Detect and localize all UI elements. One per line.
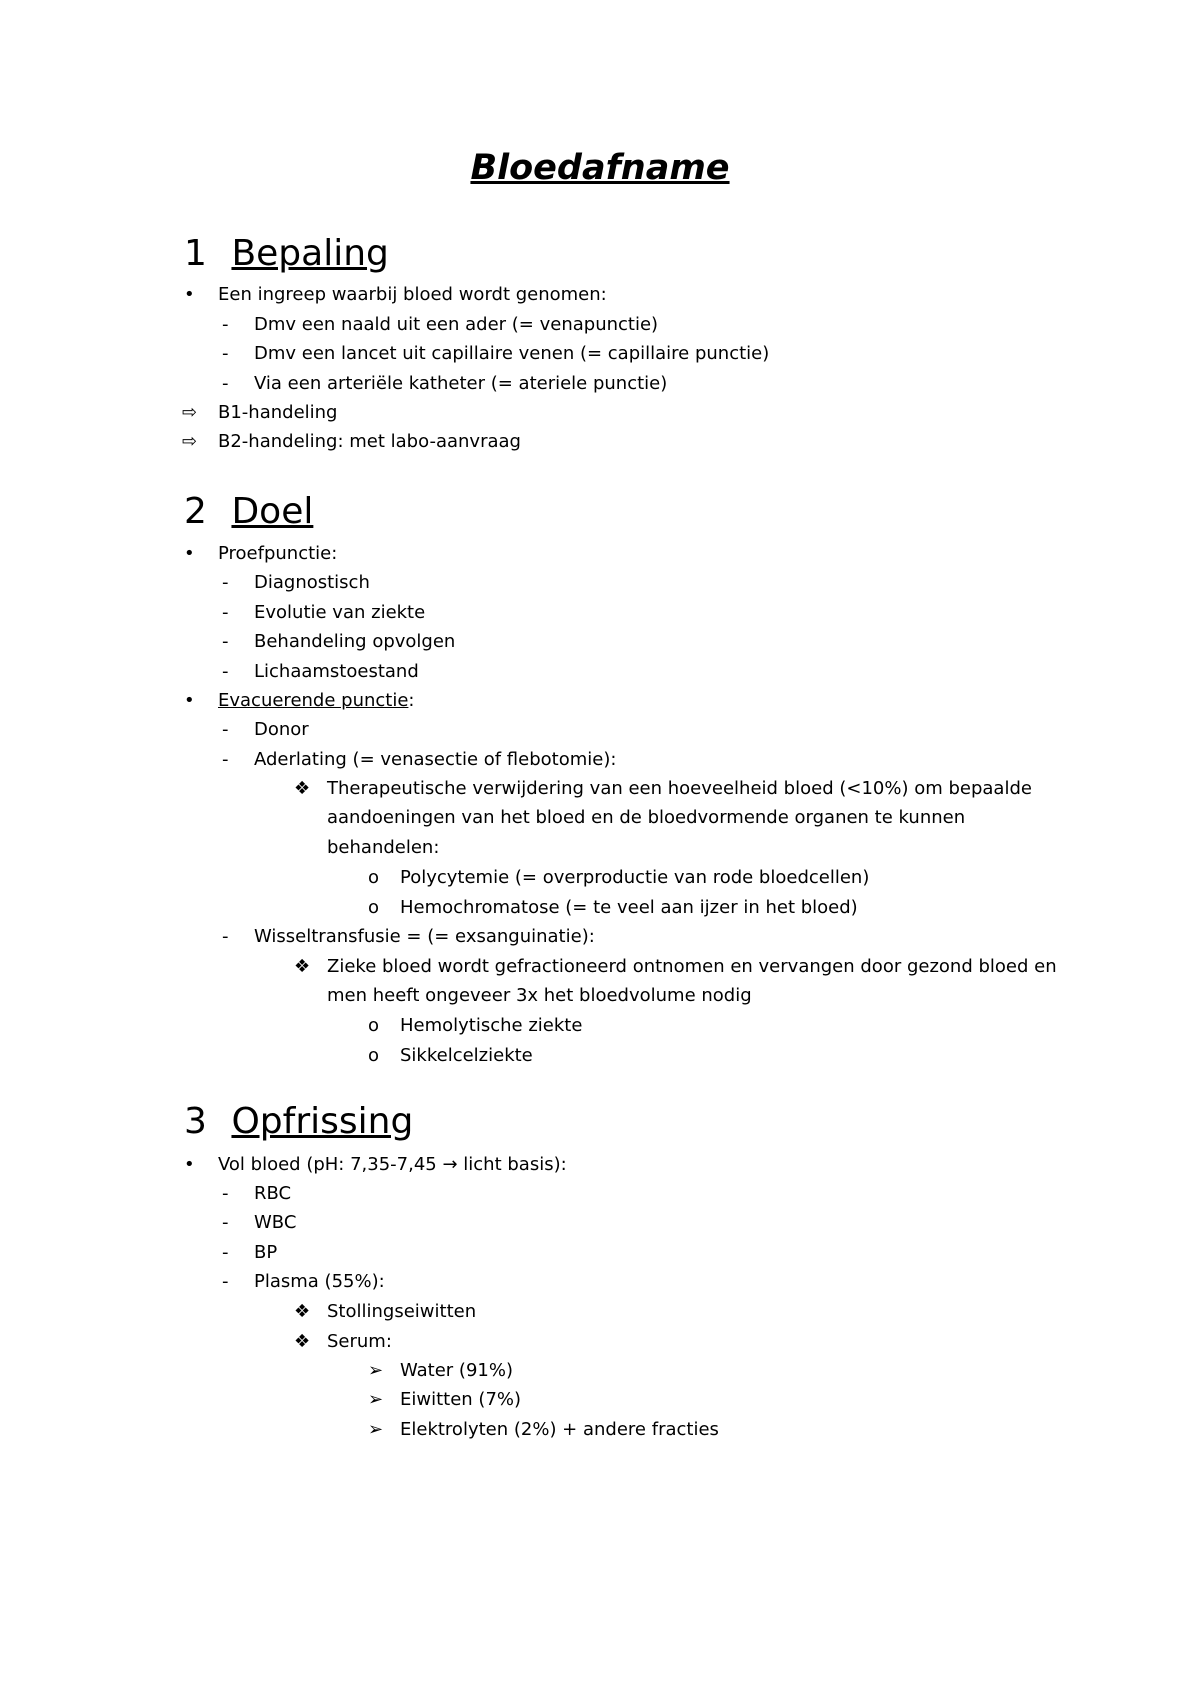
bullet-icon: • (184, 284, 195, 305)
diamond-bullet-icon: ❖ (294, 1331, 311, 1352)
list-item: Eiwitten (7%) (400, 1389, 522, 1410)
list-item: Behandeling opvolgen (254, 631, 456, 652)
section-heading-1 (184, 232, 389, 276)
section-title: Doel (231, 491, 314, 532)
arrow-right-icon: → (442, 1154, 458, 1175)
list-item: Polycytemie (= overproductie van rode bloedcellen) (400, 867, 870, 888)
colon: : (408, 690, 415, 711)
list-item-continuation: aandoeningen van het bloed en de bloedvormende organen te kunnen (327, 807, 966, 828)
dash-icon: - (222, 314, 229, 335)
dash-icon: - (222, 631, 229, 652)
list-item: B1-handeling (218, 402, 338, 423)
list-item: RBC (254, 1183, 292, 1204)
list-item: Aderlating (= venasectie of flebotomie): (254, 749, 617, 770)
dash-icon: - (222, 1242, 229, 1263)
list-item: Wisseltransfusie = (= exsanguinatie): (254, 926, 595, 947)
dash-icon: - (222, 343, 229, 364)
list-item: Zieke bloed wordt gefractioneerd ontnomen en vervangen door gezond bloed en (327, 956, 1057, 977)
underlined-term: Evacuerende punctie (218, 690, 409, 711)
document-title: Bloedafname (470, 148, 730, 188)
list-item: BP (254, 1242, 278, 1263)
section-title: Opfrissing (231, 1101, 414, 1142)
bullet-icon: • (184, 690, 195, 711)
list-item: Sikkelcelziekte (400, 1045, 533, 1066)
list-item: Hemochromatose (= te veel aan ijzer in het bloed) (400, 897, 858, 918)
list-item-continuation: behandelen: (327, 837, 440, 858)
dash-icon: - (222, 1183, 229, 1204)
list-item: Donor (254, 719, 309, 740)
dash-icon: - (222, 572, 229, 593)
list-item: Een ingreep waarbij bloed wordt genomen: (218, 284, 607, 305)
circle-bullet-icon: o (368, 1015, 380, 1036)
list-item: Water (91%) (400, 1360, 513, 1381)
circle-bullet-icon: o (368, 867, 380, 888)
list-item (218, 689, 415, 713)
list-item: Evolutie van ziekte (254, 602, 426, 623)
section-heading-2 (184, 490, 313, 534)
list-item: Therapeutische verwijdering van een hoeveelheid bloed (<10%) om bepaalde (327, 778, 1032, 799)
list-item: Diagnostisch (254, 572, 370, 593)
dash-icon: - (222, 661, 229, 682)
arrowhead-bullet-icon: ➢ (368, 1389, 384, 1410)
list-item: Lichaamstoestand (254, 661, 419, 682)
list-item: Hemolytische ziekte (400, 1015, 583, 1036)
circle-bullet-icon: o (368, 897, 380, 918)
list-item: Plasma (55%): (254, 1271, 385, 1292)
arrowhead-bullet-icon: ➢ (368, 1419, 384, 1440)
list-item: Dmv een naald uit een ader (= venapunctie) (254, 314, 659, 335)
hollow-arrow-icon: ⇨ (182, 402, 198, 423)
hollow-arrow-icon: ⇨ (182, 431, 198, 452)
section-number: 3 (184, 1101, 207, 1142)
dash-icon: - (222, 1271, 229, 1292)
list-item: B2-handeling: met labo-aanvraag (218, 431, 521, 452)
list-item: WBC (254, 1212, 297, 1233)
diamond-bullet-icon: ❖ (294, 1301, 311, 1322)
list-item: Serum: (327, 1331, 392, 1352)
list-item: Dmv een lancet uit capillaire venen (= capillaire punctie) (254, 343, 770, 364)
dash-icon: - (222, 749, 229, 770)
list-item: Via een arteriële katheter (= ateriele punctie) (254, 373, 668, 394)
list-item-continuation: men heeft ongeveer 3x het bloedvolume nodig (327, 985, 752, 1006)
diamond-bullet-icon: ❖ (294, 956, 311, 977)
list-item (218, 1153, 567, 1177)
bullet-icon: • (184, 543, 195, 564)
circle-bullet-icon: o (368, 1045, 380, 1066)
section-number: 1 (184, 233, 207, 274)
bullet-icon: • (184, 1154, 195, 1175)
list-item: Proefpunctie: (218, 543, 338, 564)
section-heading-3 (184, 1100, 413, 1144)
section-title: Bepaling (231, 233, 389, 274)
diamond-bullet-icon: ❖ (294, 778, 311, 799)
dash-icon: - (222, 373, 229, 394)
dash-icon: - (222, 926, 229, 947)
dash-icon: - (222, 719, 229, 740)
dash-icon: - (222, 602, 229, 623)
arrowhead-bullet-icon: ➢ (368, 1360, 384, 1381)
list-item: Stollingseiwitten (327, 1301, 477, 1322)
section-number: 2 (184, 491, 207, 532)
dash-icon: - (222, 1212, 229, 1233)
text-part: Vol bloed (pH: 7,35-7,45 (218, 1154, 443, 1175)
text-part: licht basis): (457, 1154, 567, 1175)
list-item: Elektrolyten (2%) + andere fracties (400, 1419, 719, 1440)
